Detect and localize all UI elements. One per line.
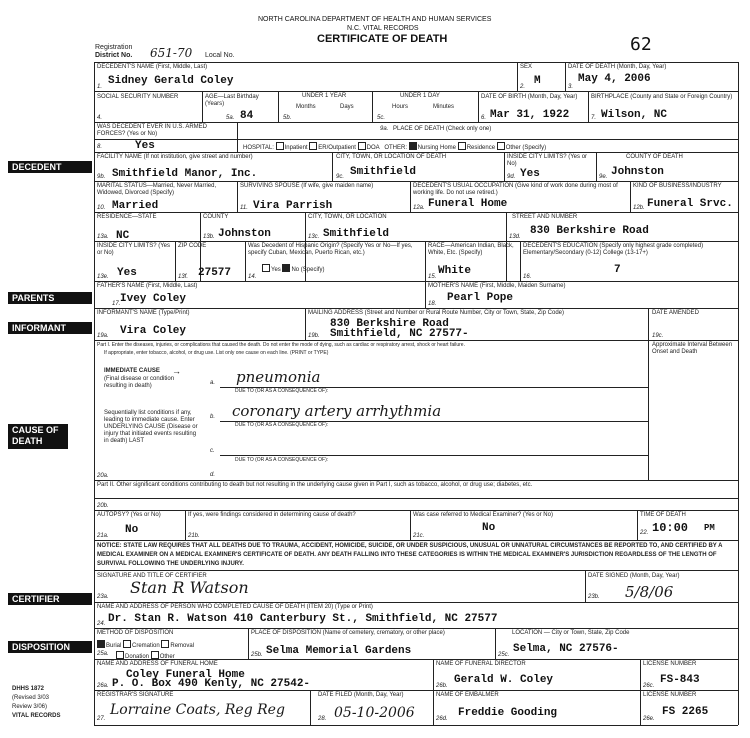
section-decedent: DECEDENT bbox=[8, 161, 92, 173]
date-signed-value: 5/8/06 bbox=[625, 583, 674, 601]
label-res-state: RESIDENCE—STATE bbox=[97, 214, 157, 220]
item-2: 2. bbox=[520, 84, 526, 90]
education-value: 7 bbox=[614, 264, 621, 276]
item-5b: 5b. bbox=[283, 115, 292, 121]
label-hospital: HOSPITAL: bbox=[243, 145, 274, 151]
label-armed-forces: WAS DECEDENT EVER IN U.S. ARMED FORCES? (Yes or No) bbox=[97, 124, 208, 137]
time-death-value: 10:00 bbox=[652, 521, 689, 535]
checkbox-burial[interactable] bbox=[97, 640, 105, 648]
label-part2: Part II. Other significant conditions contributing to death but not resulting in the underlying cause given in Part I, such as tobacco, alcohol, or drug use; diabetes, etc. bbox=[97, 482, 533, 488]
mother-value: Pearl Pope bbox=[447, 292, 514, 304]
checkbox-inpatient[interactable] bbox=[276, 142, 284, 150]
item-25b: 25b. bbox=[251, 652, 263, 658]
street-value: 830 Berkshire Road bbox=[530, 225, 649, 237]
checkbox-er[interactable] bbox=[309, 142, 317, 150]
industry-value: Funeral Srvc. bbox=[647, 198, 733, 210]
mailing-line-1: 830 Berkshire Road bbox=[330, 318, 449, 330]
place-disp-value: Selma Memorial Gardens bbox=[266, 645, 412, 657]
label-county: COUNTY bbox=[203, 214, 229, 220]
label-city-town: CITY, TOWN, OR LOCATION bbox=[308, 214, 387, 220]
item-4: 4. bbox=[97, 115, 103, 121]
item-13f: 13f. bbox=[178, 274, 189, 280]
label-date-filed: DATE FILED (Month, Day, Year) bbox=[318, 692, 404, 698]
label-director: NAME OF FUNERAL DIRECTOR bbox=[436, 661, 526, 667]
item-9e: 9e. bbox=[599, 174, 608, 180]
funeral-home-line-1: Coley Funeral Home bbox=[126, 669, 245, 681]
registrar-signature: Lorraine Coats, Reg Reg bbox=[110, 702, 285, 718]
item-15: 15. bbox=[428, 274, 437, 280]
checkbox-removal[interactable] bbox=[161, 640, 169, 648]
label-part1b: If appropriate, enter tobacco, alcohol, or drug use. List only one cause on each line. (PRINT or TYPE) bbox=[104, 350, 329, 356]
res-state-value: NC bbox=[116, 230, 130, 242]
label-zip: ZIP CODE bbox=[178, 243, 207, 249]
item-25a: 25a. bbox=[97, 651, 109, 657]
label-time-death: TIME OF DEATH bbox=[640, 512, 686, 518]
item-13a: 13a. bbox=[97, 234, 109, 240]
certifier-signature: Stan R Watson bbox=[130, 578, 249, 597]
label-autopsy: AUTOPSY? (Yes or No) bbox=[97, 512, 161, 518]
item-26c: 26c. bbox=[643, 683, 655, 689]
method-options-2 bbox=[116, 651, 175, 661]
item-18: 18. bbox=[428, 301, 437, 307]
birthplace-value: Wilson, NC bbox=[601, 109, 668, 121]
footer-vital: VITAL RECORDS bbox=[12, 713, 61, 719]
director-value: Gerald W. Coley bbox=[454, 674, 554, 686]
spouse-value: Vira Parrish bbox=[253, 200, 333, 212]
label-age: AGE—Last Birthday (Years) bbox=[205, 94, 259, 107]
page-number: 62 bbox=[630, 34, 652, 55]
agency-title: NORTH CAROLINA DEPARTMENT OF HEALTH AND HUMAN SERVICES bbox=[258, 16, 492, 23]
checkbox-donation[interactable] bbox=[116, 651, 124, 659]
label-other-method: Other bbox=[159, 654, 175, 660]
label-place-death: PLACE OF DEATH (Check only one) bbox=[393, 126, 492, 132]
label-hispanic: Was Decedent of Hispanic Origin? (Specify Yes or No—If yes, specify Cuban, Mexican, Puerto Rican, etc.) bbox=[248, 243, 413, 256]
item-21b: 21b. bbox=[188, 533, 200, 539]
checkbox-nursing-home[interactable] bbox=[409, 142, 417, 150]
label-inside-limits: INSIDE CITY LIMITS? (Yes or No) bbox=[507, 154, 588, 167]
label-due-to-c: DUE TO (OR AS A CONSEQUENCE OF): bbox=[235, 457, 329, 463]
label-under-1-day: UNDER 1 DAY bbox=[400, 93, 440, 99]
item-1: 1. bbox=[97, 84, 103, 90]
item-c: c. bbox=[210, 448, 215, 454]
item-25c: 25c. bbox=[498, 652, 510, 658]
item-19b: 19b. bbox=[308, 333, 320, 339]
label-mailing: MAILING ADDRESS (Street and Number or Rural Route Number, City or Town, State, Zip Code) bbox=[308, 310, 564, 316]
date-death-value: May 4, 2006 bbox=[578, 73, 651, 85]
city-death-value: Smithfield bbox=[350, 166, 417, 178]
label-under-1-year: UNDER 1 YEAR bbox=[302, 93, 347, 99]
label-name: DECEDENT'S NAME (First, Middle, Last) bbox=[97, 64, 208, 70]
label-dob: DATE OF BIRTH (Month, Day, Year) bbox=[481, 94, 578, 100]
item-a: a. bbox=[210, 380, 216, 386]
arrow-icon: → bbox=[172, 366, 181, 376]
label-city-death: CITY, TOWN, OR LOCATION OF DEATH bbox=[336, 154, 447, 160]
label-burial: Burial bbox=[106, 643, 122, 649]
label-cremation: Cremation bbox=[132, 643, 160, 649]
item-17: 17. bbox=[112, 301, 121, 307]
county-value: Johnston bbox=[218, 228, 271, 240]
father-value: Ivey Coley bbox=[120, 293, 187, 305]
item-8: 8. bbox=[97, 144, 103, 150]
label-doa: DOA bbox=[366, 145, 380, 151]
embalmer-value: Freddie Gooding bbox=[458, 707, 558, 719]
checkbox-other-method[interactable] bbox=[151, 651, 159, 659]
autopsy-value: No bbox=[125, 524, 139, 536]
occupation-value: Funeral Home bbox=[428, 198, 508, 210]
section-informant: INFORMANT bbox=[8, 322, 92, 334]
item-9b: 9b. bbox=[97, 174, 106, 180]
checkbox-hispanic-yes[interactable] bbox=[262, 264, 270, 272]
label-due-to-b: DUE TO (OR AS A CONSEQUENCE OF): bbox=[235, 422, 329, 428]
checkbox-hispanic-no[interactable] bbox=[282, 264, 290, 272]
footer-rev-2: Review 3/06) bbox=[12, 704, 48, 710]
label-minutes: Minutes bbox=[433, 104, 455, 110]
label-method: METHOD OF DISPOSITION bbox=[97, 630, 174, 636]
footer-rev-1: (Revised 3/03 bbox=[12, 695, 50, 701]
label-spouse: SURVIVING SPOUSE (If wife, give maiden name) bbox=[240, 183, 374, 189]
item-13b: 13b. bbox=[203, 234, 215, 240]
label-months: Months bbox=[296, 104, 316, 110]
label-er: ER/Outpatient bbox=[318, 145, 356, 151]
cause-a-value: pneumonia bbox=[236, 368, 321, 386]
sex-value: M bbox=[534, 75, 541, 87]
location-value: Selma, NC 27576- bbox=[513, 643, 619, 655]
label-medical-examiner: Was case referred to Medical Examiner? (Yes or No) bbox=[413, 512, 553, 518]
label-license-2: LICENSE NUMBER bbox=[643, 692, 697, 698]
item-21c: 21c. bbox=[413, 533, 425, 539]
hospital-options bbox=[243, 142, 546, 152]
footer-form: DHHS 1872 bbox=[12, 686, 45, 692]
license-value: FS-843 bbox=[660, 674, 700, 686]
label-birthplace: BIRTHPLACE (County and State or Foreign Country) bbox=[591, 94, 733, 100]
item-14: 14. bbox=[248, 274, 257, 280]
item-13e: 13e. bbox=[97, 274, 109, 280]
label-industry: KIND OF BUSINESS/INDUSTRY bbox=[633, 183, 722, 189]
label-education: DECEDENT'S EDUCATION (Specify only highest grade completed) Elementary/Secondary (0-12) College (13-17+) bbox=[523, 243, 704, 256]
item-d: d. bbox=[210, 472, 216, 478]
label-date-signed: DATE SIGNED (Month, Day, Year) bbox=[588, 573, 680, 579]
label-embalmer: NAME OF EMBALMER bbox=[436, 692, 499, 698]
item-16: 16. bbox=[523, 274, 532, 280]
inside-limits-value: Yes bbox=[520, 168, 540, 180]
label-father: FATHER'S NAME (First, Middle, Last) bbox=[97, 283, 198, 289]
date-filed-value: 05-10-2006 bbox=[334, 705, 415, 721]
age-value: 84 bbox=[240, 110, 254, 122]
label-other-specify: Other (Specify) bbox=[505, 145, 547, 151]
item-26d: 26d. bbox=[436, 716, 448, 722]
label-hours: Hours bbox=[392, 104, 409, 110]
item-13c: 13c. bbox=[308, 234, 320, 240]
label-immediate: IMMEDIATE CAUSE bbox=[104, 368, 160, 374]
label-marital: MARITAL STATUS—Married, Never Married, Widowed, Divorced (Specify) bbox=[97, 183, 217, 196]
label-findings: If yes, were findings considered in determining cause of death? bbox=[188, 512, 356, 518]
item-20a: 20a. bbox=[97, 473, 109, 479]
item-5c: 5c. bbox=[377, 115, 386, 121]
label-place-disp: PLACE OF DISPOSITION (Name of cemetery, crematory, or other place) bbox=[251, 630, 445, 636]
checkbox-doa[interactable] bbox=[358, 142, 366, 150]
label-license: LICENSE NUMBER bbox=[643, 661, 697, 667]
checkbox-cremation[interactable] bbox=[123, 640, 131, 648]
label-ssn: SOCIAL SECURITY NUMBER bbox=[97, 94, 179, 100]
label-mother: MOTHER'S NAME (First, Middle, Maiden Surname) bbox=[428, 283, 566, 289]
method-options bbox=[97, 640, 194, 650]
label-certifier-name: NAME AND ADDRESS OF PERSON WHO COMPLETED CAUSE OF DEATH (ITEM 20) (Type or Print) bbox=[97, 604, 373, 610]
label-date-amended: DATE AMENDED bbox=[652, 310, 699, 316]
label-facility: FACILITY NAME (If not institution, give street and number) bbox=[97, 154, 253, 160]
item-27: 27. bbox=[97, 716, 106, 722]
label-other: OTHER: bbox=[384, 145, 407, 151]
section-disposition: DISPOSITION bbox=[8, 641, 92, 653]
district-label: District No. bbox=[95, 52, 133, 59]
item-b: b. bbox=[210, 414, 216, 420]
item-12a: 12a. bbox=[413, 205, 425, 211]
section-certifier: CERTIFIER bbox=[8, 593, 92, 605]
item-9c: 9c. bbox=[336, 174, 345, 180]
label-part1: Part I. Enter the diseases, injuries, or complications that caused the death. Do not enter the mode of dying, such as cardiac or respiratory arrest, shock or heart failure. bbox=[97, 342, 465, 348]
dob-value: Mar 31, 1922 bbox=[490, 109, 570, 121]
item-26b: 26b. bbox=[436, 683, 448, 689]
label-residence: Residence bbox=[466, 145, 496, 151]
license-2-value: FS 2265 bbox=[662, 706, 709, 718]
mailing-line-2: Smithfield, NC 27577- bbox=[330, 328, 469, 340]
inside-limits-2-value: Yes bbox=[117, 267, 137, 279]
label-immediate-sub: (Final disease or condition resulting in death) bbox=[104, 376, 175, 389]
item-3: 3. bbox=[568, 84, 574, 90]
item-26e: 26e. bbox=[643, 716, 655, 722]
checkbox-residence[interactable] bbox=[458, 142, 466, 150]
label-location: LOCATION — City or Town, State, Zip Code bbox=[512, 630, 630, 636]
label-days: Days bbox=[340, 104, 354, 110]
funeral-home-line-2: P. O. Box 490 Kenly, NC 27542- bbox=[112, 678, 311, 690]
office-title: N.C. VITAL RECORDS bbox=[347, 25, 419, 32]
checkbox-other[interactable] bbox=[497, 142, 505, 150]
certificate-title: CERTIFICATE OF DEATH bbox=[317, 33, 448, 45]
label-due-to-a: DUE TO (OR AS A CONSEQUENCE OF): bbox=[235, 388, 329, 394]
item-9d: 9d. bbox=[507, 174, 516, 180]
item-23b: 23b. bbox=[588, 594, 600, 600]
item-26a: 26a. bbox=[97, 683, 109, 689]
certifier-value: Dr. Stan R. Watson 410 Canterbury St., Smithfield, NC 27577 bbox=[108, 613, 498, 625]
item-10: 10. bbox=[97, 205, 106, 211]
item-6: 6. bbox=[481, 115, 487, 121]
district-value: 651-70 bbox=[150, 46, 193, 60]
item-7: 7. bbox=[591, 115, 597, 121]
label-informant: INFORMANT'S NAME (Type/Print) bbox=[97, 310, 190, 316]
county-death-value: Johnston bbox=[611, 166, 664, 178]
medical-examiner-value: No bbox=[482, 522, 496, 534]
label-funeral-home: NAME AND ADDRESS OF FUNERAL HOME bbox=[97, 661, 218, 667]
item-19a: 19a. bbox=[97, 333, 109, 339]
label-inside-limits-2: INSIDE CITY LIMITS? (Yes or No) bbox=[97, 243, 171, 256]
label-sequential: Sequentially list conditions if any, leading to immediate cause. Enter UNDERLYING CAUSE (Disease or injury that initiated events resulting in death) LAST bbox=[104, 410, 198, 444]
item-19c: 19c. bbox=[652, 333, 664, 339]
label-removal: Removal bbox=[170, 643, 195, 649]
hispanic-options bbox=[262, 264, 324, 274]
label-donation: Donation bbox=[125, 654, 150, 660]
decedent-name: Sidney Gerald Coley bbox=[108, 75, 234, 87]
item-28: 28. bbox=[318, 716, 327, 722]
section-parents: PARENTS bbox=[8, 292, 92, 304]
cause-b-value: coronary artery arrhythmia bbox=[232, 402, 442, 420]
item-11: 11. bbox=[240, 205, 248, 211]
label-date-death: DATE OF DEATH (Month, Day, Year) bbox=[568, 64, 667, 70]
item-24: 24. bbox=[97, 621, 106, 627]
facility-value: Smithfield Manor, Inc. bbox=[112, 168, 258, 180]
armed-forces-value: Yes bbox=[135, 140, 155, 152]
item-9a: 9a. bbox=[380, 126, 389, 132]
label-registrar: REGISTRAR'S SIGNATURE bbox=[97, 692, 174, 698]
label-interval: Approximate Interval Between Onset and Death bbox=[652, 342, 733, 355]
label-sig-certifier: SIGNATURE AND TITLE OF CERTIFIER bbox=[97, 573, 207, 579]
marital-value: Married bbox=[112, 200, 159, 212]
item-13d: 13d. bbox=[509, 234, 521, 240]
label-no-specify: No (Specify) bbox=[291, 267, 325, 273]
item-23a: 23a. bbox=[97, 594, 109, 600]
local-label: Local No. bbox=[205, 52, 235, 59]
label-occupation: DECEDENT'S USUAL OCCUPATION (Give kind of work done during most of working life. Do not use retired.) bbox=[413, 183, 618, 196]
item-5a: 5a. bbox=[226, 115, 235, 121]
label-yes: Yes bbox=[271, 267, 281, 273]
item-21a: 21a. bbox=[97, 533, 109, 539]
section-cause: CAUSE OF DEATH bbox=[8, 424, 68, 449]
city-town-value: Smithfield bbox=[323, 228, 390, 240]
label-nursing-home: Nursing Home bbox=[417, 145, 457, 151]
zip-value: 27577 bbox=[198, 267, 232, 279]
label-county-death: COUNTY OF DEATH bbox=[626, 154, 683, 160]
label-race: RACE—American Indian, Black, White, Etc. (Specify) bbox=[428, 243, 514, 256]
label-street: STREET AND NUMBER bbox=[512, 214, 578, 220]
registration-label: Registration bbox=[95, 44, 133, 51]
time-suffix: PM bbox=[704, 523, 715, 533]
item-20b: 20b. bbox=[97, 503, 109, 509]
notice-text: NOTICE: STATE LAW REQUIRES THAT ALL DEATHS DUE TO TRAUMA, ACCIDENT, HOMICIDE, SUICIDE, OR UNDER SUSPICIOUS, UNUSUAL OR UNNATURAL CIRCUMSTANCES BE REPORTED TO, AND CERTIFIED BY A MEDICAL EXAMINER ON A MEDICAL EXAMINER'S CERTIFICATE OF DEATH. ANY DEATH FALLING INTO THESE CATEGORIES IS WITHIN THE MEDICAL EXAMINER'S JURISDICTION REGARDLESS OF THE LENGTH OF SURVIVAL FOLLOWING THE UNDERLYING INJURY. bbox=[97, 543, 723, 567]
informant-value: Vira Coley bbox=[120, 325, 187, 337]
race-value: White bbox=[438, 265, 472, 277]
label-sex: SEX bbox=[520, 64, 533, 70]
item-22: 22. bbox=[640, 530, 649, 536]
item-12b: 12b. bbox=[633, 205, 645, 211]
label-inpatient: Inpatient bbox=[284, 145, 308, 151]
